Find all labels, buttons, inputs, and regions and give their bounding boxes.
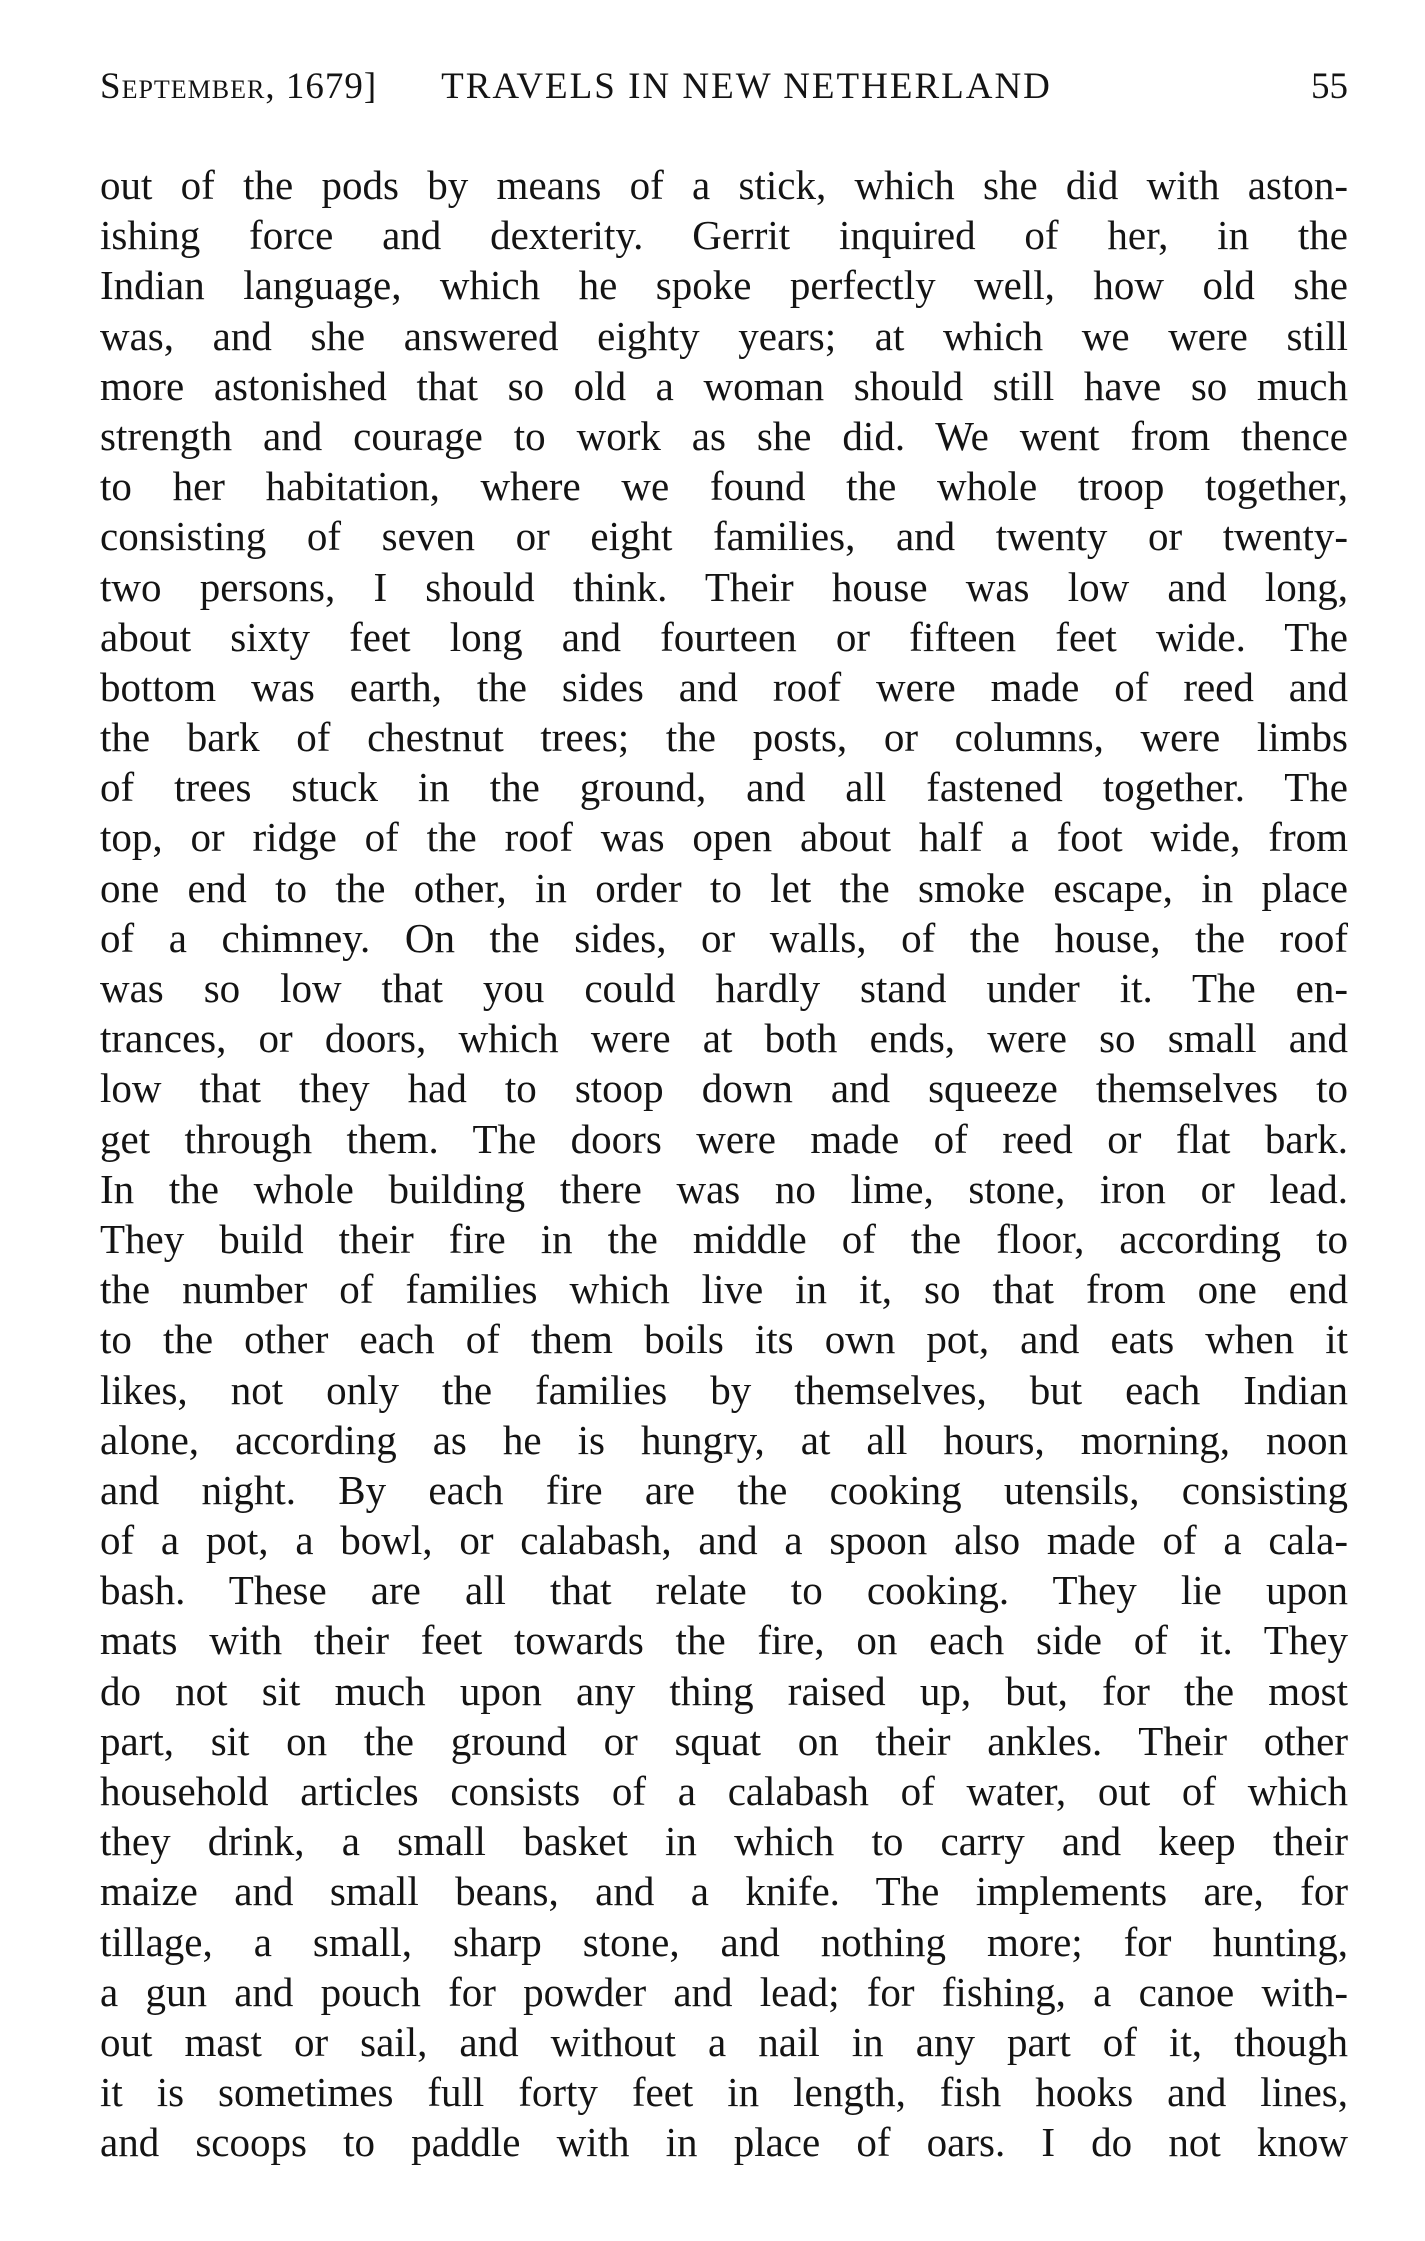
text-line: of a pot, a bowl, or calabash, and a spoon also made of a cala- [100,1517,1348,1564]
text-line: bash. These are all that relate to cooking. They lie upon [100,1567,1348,1614]
text-line: trances, or doors, which were at both ends, were so small and [100,1015,1348,1062]
text-line: and night. By each fire are the cooking utensils, consisting [100,1466,1348,1513]
running-head [100,62,1348,112]
text-line: of trees stuck in the ground, and all fastened together. The [100,764,1348,811]
text-line: tillage, a small, sharp stone, and nothing more; for hunting, [100,1918,1348,1965]
text-line: they drink, a small basket in which to carry and keep their [100,1818,1348,1865]
text-line: They build their fire in the middle of the floor, according to [100,1215,1348,1262]
text-line: to her habitation, where we found the whole troop together, [100,463,1348,510]
text-line: In the whole building there was no lime, stone, iron or lead. [100,1165,1348,1212]
text-line: one end to the other, in order to let the smoke escape, in place [100,864,1348,911]
text-line: the number of families which live in it, so that from one end [100,1266,1348,1313]
text-line: ishing force and dexterity. Gerrit inquired of her, in the [100,212,1348,259]
text-line: get through them. The doors were made of reed or flat bark. [100,1115,1348,1162]
text-line: about sixty feet long and fourteen or fifteen feet wide. The [100,613,1348,660]
text-line: low that they had to stoop down and squeeze themselves to [100,1065,1348,1112]
text-line: Indian language, which he spoke perfectly well, how old she [100,262,1348,309]
text-line: likes, not only the families by themselves, but each Indian [100,1366,1348,1413]
text-line: strength and courage to work as she did. We went from thence [100,412,1348,459]
text-line: consisting of seven or eight families, and twenty or twenty- [100,513,1348,560]
text-line: part, sit on the ground or squat on their ankles. Their other [100,1717,1348,1764]
body-text [100,160,1348,2168]
text-line: was, and she answered eighty years; at which we were still [100,312,1348,359]
running-head-title: TRAVELS IN NEW NETHERLAND [441,66,1052,107]
text-line: household articles consists of a calabash of water, out of which [100,1768,1348,1814]
text-line: more astonished that so old a woman should still have so much [100,362,1348,409]
page-number: 55 [1311,66,1348,107]
text-line: out of the pods by means of a stick, which she did with aston- [100,162,1348,208]
text-line: the bark of chestnut trees; the posts, or columns, were limbs [100,714,1348,761]
text-line: mats with their feet towards the fire, on each side of it. They [100,1617,1348,1664]
text-line: a gun and pouch for powder and lead; for fishing, a canoe with- [100,1968,1348,2015]
text-line: do not sit much upon any thing raised up, but, for the most [100,1667,1348,1714]
text-line: top, or ridge of the roof was open about half a foot wide, from [100,814,1348,861]
text-line: bottom was earth, the sides and roof were made of reed and [100,663,1348,710]
text-line: alone, according as he is hungry, at all hours, morning, noon [100,1416,1348,1463]
text-line: two persons, I should think. Their house was low and long, [100,563,1348,610]
running-head-date: September, 1679] [100,66,378,107]
text-line: to the other each of them boils its own pot, and eats when it [100,1316,1348,1363]
text-line: out mast or sail, and without a nail in any part of it, though [100,2018,1348,2065]
text-line: of a chimney. On the sides, or walls, of the house, the roof [100,914,1348,961]
text-line: was so low that you could hardly stand under it. The en- [100,965,1348,1011]
text-line: and scoops to paddle with in place of oars. I do not know [100,2119,1348,2166]
text-line: it is sometimes full forty feet in length, fish hooks and lines, [100,2069,1348,2116]
text-line: maize and small beans, and a knife. The implements are, for [100,1868,1348,1915]
